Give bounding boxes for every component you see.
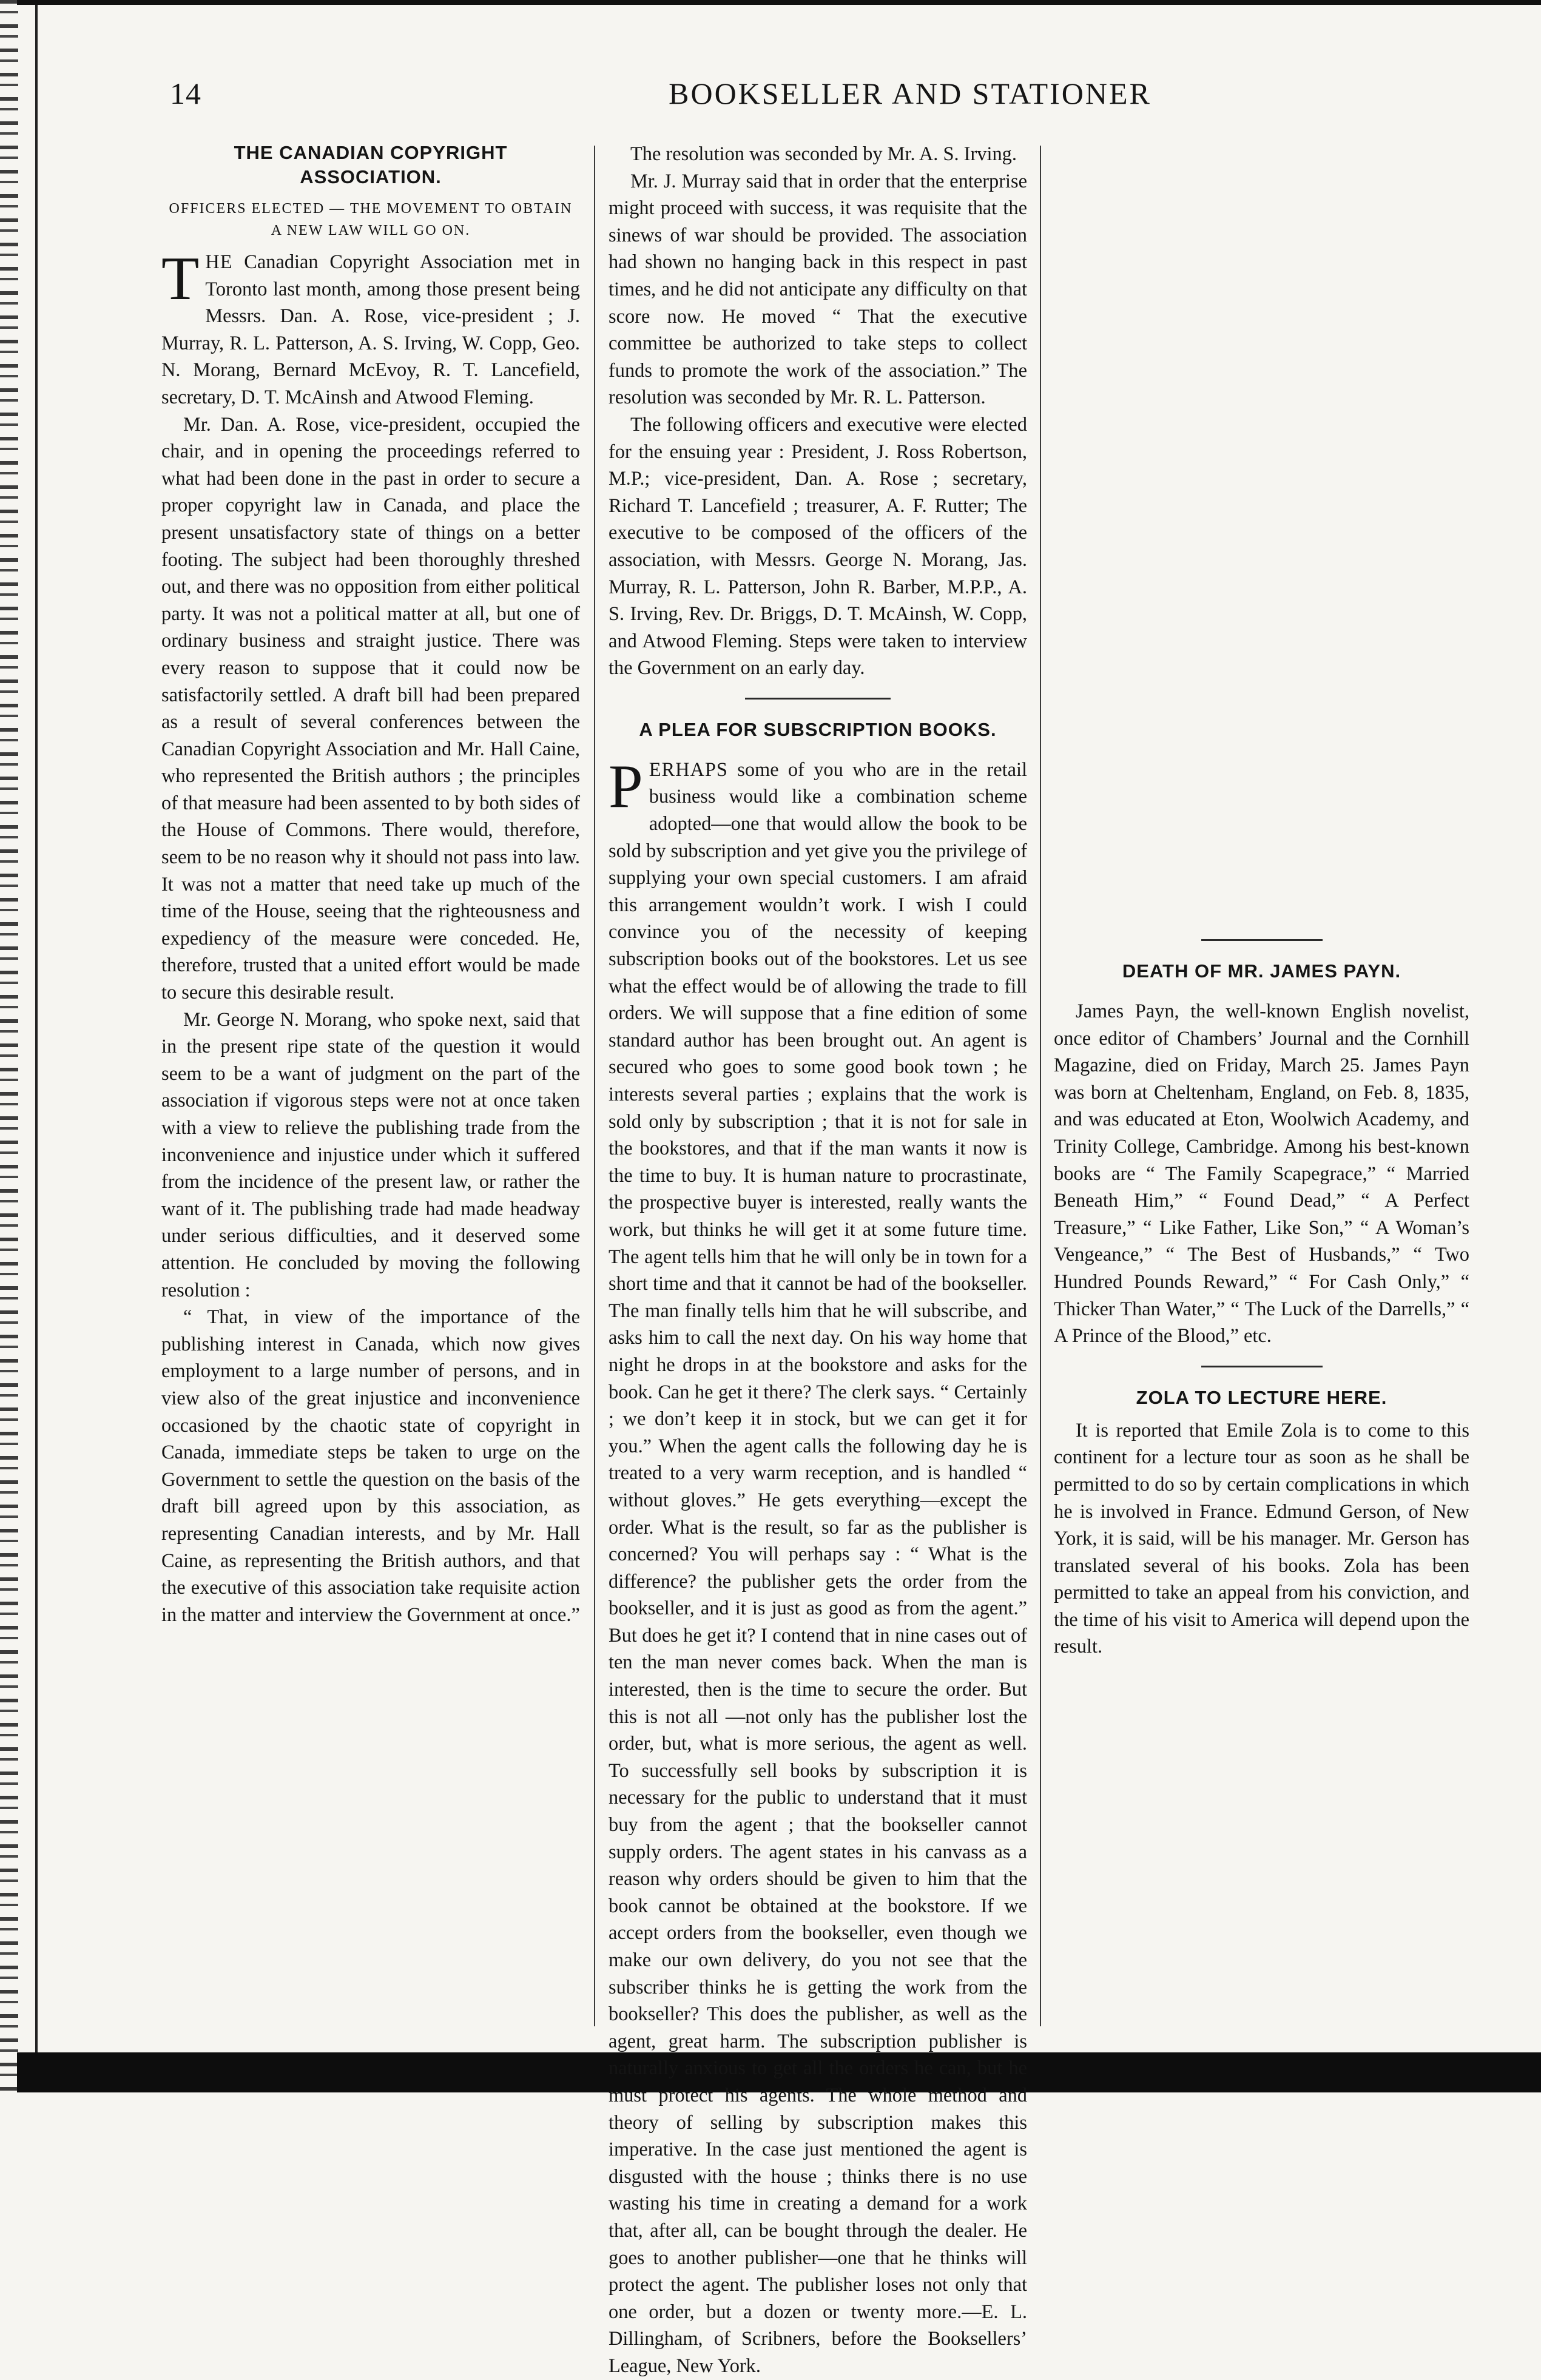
article-title: A PLEA FOR SUBSCRIPTION BOOKS.: [639, 718, 997, 740]
column-continuation-space: [1054, 141, 1469, 923]
column-1: [161, 141, 580, 2046]
page-border-left: [35, 0, 38, 2063]
paragraph: Mr. Dan. A. Rose, vice-president, occupied the chair, and in opening the proceedings referred to what had been done in the past in order to secure a proper copyright law in Canada, and place the present unsatisfactory state of things on a better footing. The subject had been thoroughly threshed out, and there was no opposition from either political party. It was not a political matter at all, but one of ordinary business and straight justice. There was every reason to suppose that it could now be satisfactorily settled. A draft bill had been prepared as a result of several conferences between the Canadian Copyright Association and Mr. Hall Caine, who represented the British authors ; the principles of that measure had been assented to by both sides of the House of Commons. There would, therefore, seem to be no reason why it should not pass into law. It was not a matter that need take up much of the time of the House, seeing that the righteousness and expediency of the measure were conceded. He, therefore, trusted that a united effort would be made to secure this desirable result.: [161, 413, 580, 1004]
article-subtitle: OFFICERS ELECTED — THE MOVEMENT TO OBTAIN A NEW LAW WILL GO ON.: [169, 201, 573, 238]
drop-cap: P: [609, 752, 643, 821]
section-divider: [745, 698, 891, 700]
paragraph: Mr. George N. Morang, who spoke next, said that in the present ripe state of the question it would seem to be a want of judgment on the part of the association if vigorous steps were not at once taken with a view to relieve the publishing trade from the inconvenience and injustice under which it suffered from the incidence of the present law, or rather the want of it. The publishing trade had made headway under serious difficulties, and it deserved some attention. He concluded by moving the following resolution :: [161, 1008, 580, 1301]
article-title: THE CANADIAN COPYRIGHT ASSOCIATION.: [234, 142, 508, 187]
paragraph: James Payn, the well-known English novelist, once editor of Chambers’ Journal and the Cornhill Magazine, died on Friday, March 25. James Payn was born at Cheltenham, England, on Feb. 8, 1835, and was educated at Eton, Woolwich Academy, and Trinity College, Cambridge. Among his best-known books are “ The Family Scapegrace,” “ Married Beneath Him,” “ Found Dead,” “ A Perfect Treasure,” “ Like Father, Like Son,” “ A Woman’s Vengeance,” “ The Best of Husbands,” “ Two Hundred Pounds Reward,” “ For Cash Only,” “ Thicker Than Water,” “ The Luck of the Darrells,” “ A Prince of the Blood,” etc.: [1054, 1000, 1469, 1347]
column-divider: [594, 146, 595, 2026]
page-border-top: [17, 0, 1541, 5]
article-title: DEATH OF MR. JAMES PAYN.: [1122, 960, 1401, 982]
paragraph: “ That, in view of the importance of the publishing interest in Canada, which now gives employment to a large number of persons, and in view also of the great injustice and inconvenience occasioned by the chaotic state of copyright in Canada, immediate steps be taken to urge on the Government to settle the question on the basis of the draft bill agreed upon by this association, as representing Canadian interests, and by Mr. Hall Caine, as representing the British authors, and that the executive of this association take requisite action in the matter and interview the Government at once.”: [161, 1306, 580, 1626]
drop-cap: T: [161, 244, 200, 313]
article-subscription-books: [609, 718, 1027, 2380]
paragraph: The following officers and executive were elected for the ensuing year : President, J. Ross Robertson, M.P.; vice-president, Dan. A. Rose ; secretary, Richard T. Lancefield ; treasurer, A. F. Rutter; The executive to be composed of the officers of the association, with Messrs. George N. Morang, Jas. Murray, R. L. Patterson, John R. Barber, M.P.P., A. S. Irving, Rev. Dr. Briggs, D. T. McAinsh, W. Copp, and Atwood Fleming. Steps were taken to interview the Government on an early day.: [609, 413, 1027, 679]
section-divider: [1201, 1366, 1323, 1367]
paragraph: It is reported that Emile Zola is to come to this continent for a lecture tour as soon as he shall be permitted to do so by certain complications in which he is involved in France. Edmund Gerson, of New York, it is said, will be his manager. Mr. Gerson has translated several of his books. Zola has been permitted to take an appeal from his conviction, and the time of his visit to America will depend upon the result.: [1054, 1419, 1469, 1658]
page-header: [170, 76, 1505, 124]
column-2: [609, 141, 1027, 2377]
scan-edge-artifact: [0, 0, 18, 2092]
section-divider: [1201, 939, 1323, 941]
article-zola: [1054, 1386, 1469, 1660]
article-canadian-copyright: [161, 141, 580, 1628]
column-3: [1054, 141, 1469, 2046]
article-title: ZOLA TO LECTURE HERE.: [1136, 1386, 1388, 1408]
paragraph: Mr. J. Murray said that in order that the enterprise might proceed with success, it was requisite that the sinews of war should be provided. The association had shown no hanging back in this respect in past times, and he did not anticipate any difficulty on that score now. He moved “ That the executive committee be authorized to take steps to collect funds to promote the work of the association.” The resolution was seconded by Mr. R. L. Patterson.: [609, 170, 1027, 409]
page-number: 14: [170, 76, 201, 110]
paragraph: PERHAPS some of you who are in the retail business would like a combination scheme adopted—one that would allow the book to be sold by subscription and yet give you the privilege of supplying your own special customers. I am afraid this arrangement wouldn’t work. I wish I could convince you of the necessity of keeping subscription books out of the bookstores. Let us see what the effect would be of allowing the trade to fill orders. We will suppose that a fine edition of some standard author has been brought out. An agent is secured who goes to some good book town ; he interests several parties ; explains that the work is sold only by subscription ; that it is not for sale in the bookstores, and that if the man wants it now is the time to buy. It is human nature to procrastinate, the prospective buyer is interested, really wants the work, but thinks he will get it at some future time. The agent tells him that he will only be in town for a short time and that it cannot be had of the bookseller. The man finally tells him that he will subscribe, and asks him to call the next day. On his way home that night he drops in at the bookstore and asks for the book. Can he get it there? The clerk says. “ Certainly ; we don’t keep it in stock, but we can get it for you.” When the agent calls the following day he is treated to a very warm reception, and is handled “ without gloves.” He gets everything—except the order. What is the result, so far as the publisher is concerned? You will perhaps say : “ What is the difference? the publisher gets the order from the bookseller, and it is just as good as from the agent.” But does he get it? I contend that in nine cases out of ten the man never comes back. When the man is interested, then is the time to secure the order. But this is not all —not only has the publisher lost the order, but, what is more serious, the agent as well. To successfully sell books by subscription it is necessary for the public to understand that it must buy from the agent ; that the bookseller cannot supply orders. The agent states in his canvass as a reason why orders should be given to him that the book cannot be obtained at the bookstore. If we accept orders from the bookseller, even though we make our own delivery, do you not see that the subscriber thinks he is getting the work from the bookseller? This does the publisher, as well as the agent, great harm. The subscription publisher is naturally anxious to get all the orders he can, but he must protect his agents. The whole method and theory of selling by subscription makes this imperative. In the case just mentioned the agent is disgusted with the house ; thinks there is no use wasting his time in creating a demand for a work that, after all, can be bought through the dealer. He goes to another publisher—one that he thinks will protect the agent. The publisher loses not only that one order, but a dozen or twenty more.—E. L. Dillingham, of Scribners, before the Booksellers’ League, New York.: [609, 752, 1027, 2377]
paragraph: THE Canadian Copyright Association met in Toronto last month, among those present being Messrs. Dan. A. Rose, vice-president ; J. Murray, R. L. Patterson, A. S. Irving, W. Copp, Geo. N. Morang, Bernard McEvoy, R. T. Lancefield, secretary, D. T. McAinsh and Atwood Fleming.: [161, 244, 580, 408]
paragraph: The resolution was seconded by Mr. A. S. Irving.: [630, 143, 1017, 165]
article-james-payn: [1054, 959, 1469, 1350]
journal-title: BOOKSELLER AND STATIONER: [669, 76, 1152, 110]
column-divider: [1040, 146, 1041, 2026]
